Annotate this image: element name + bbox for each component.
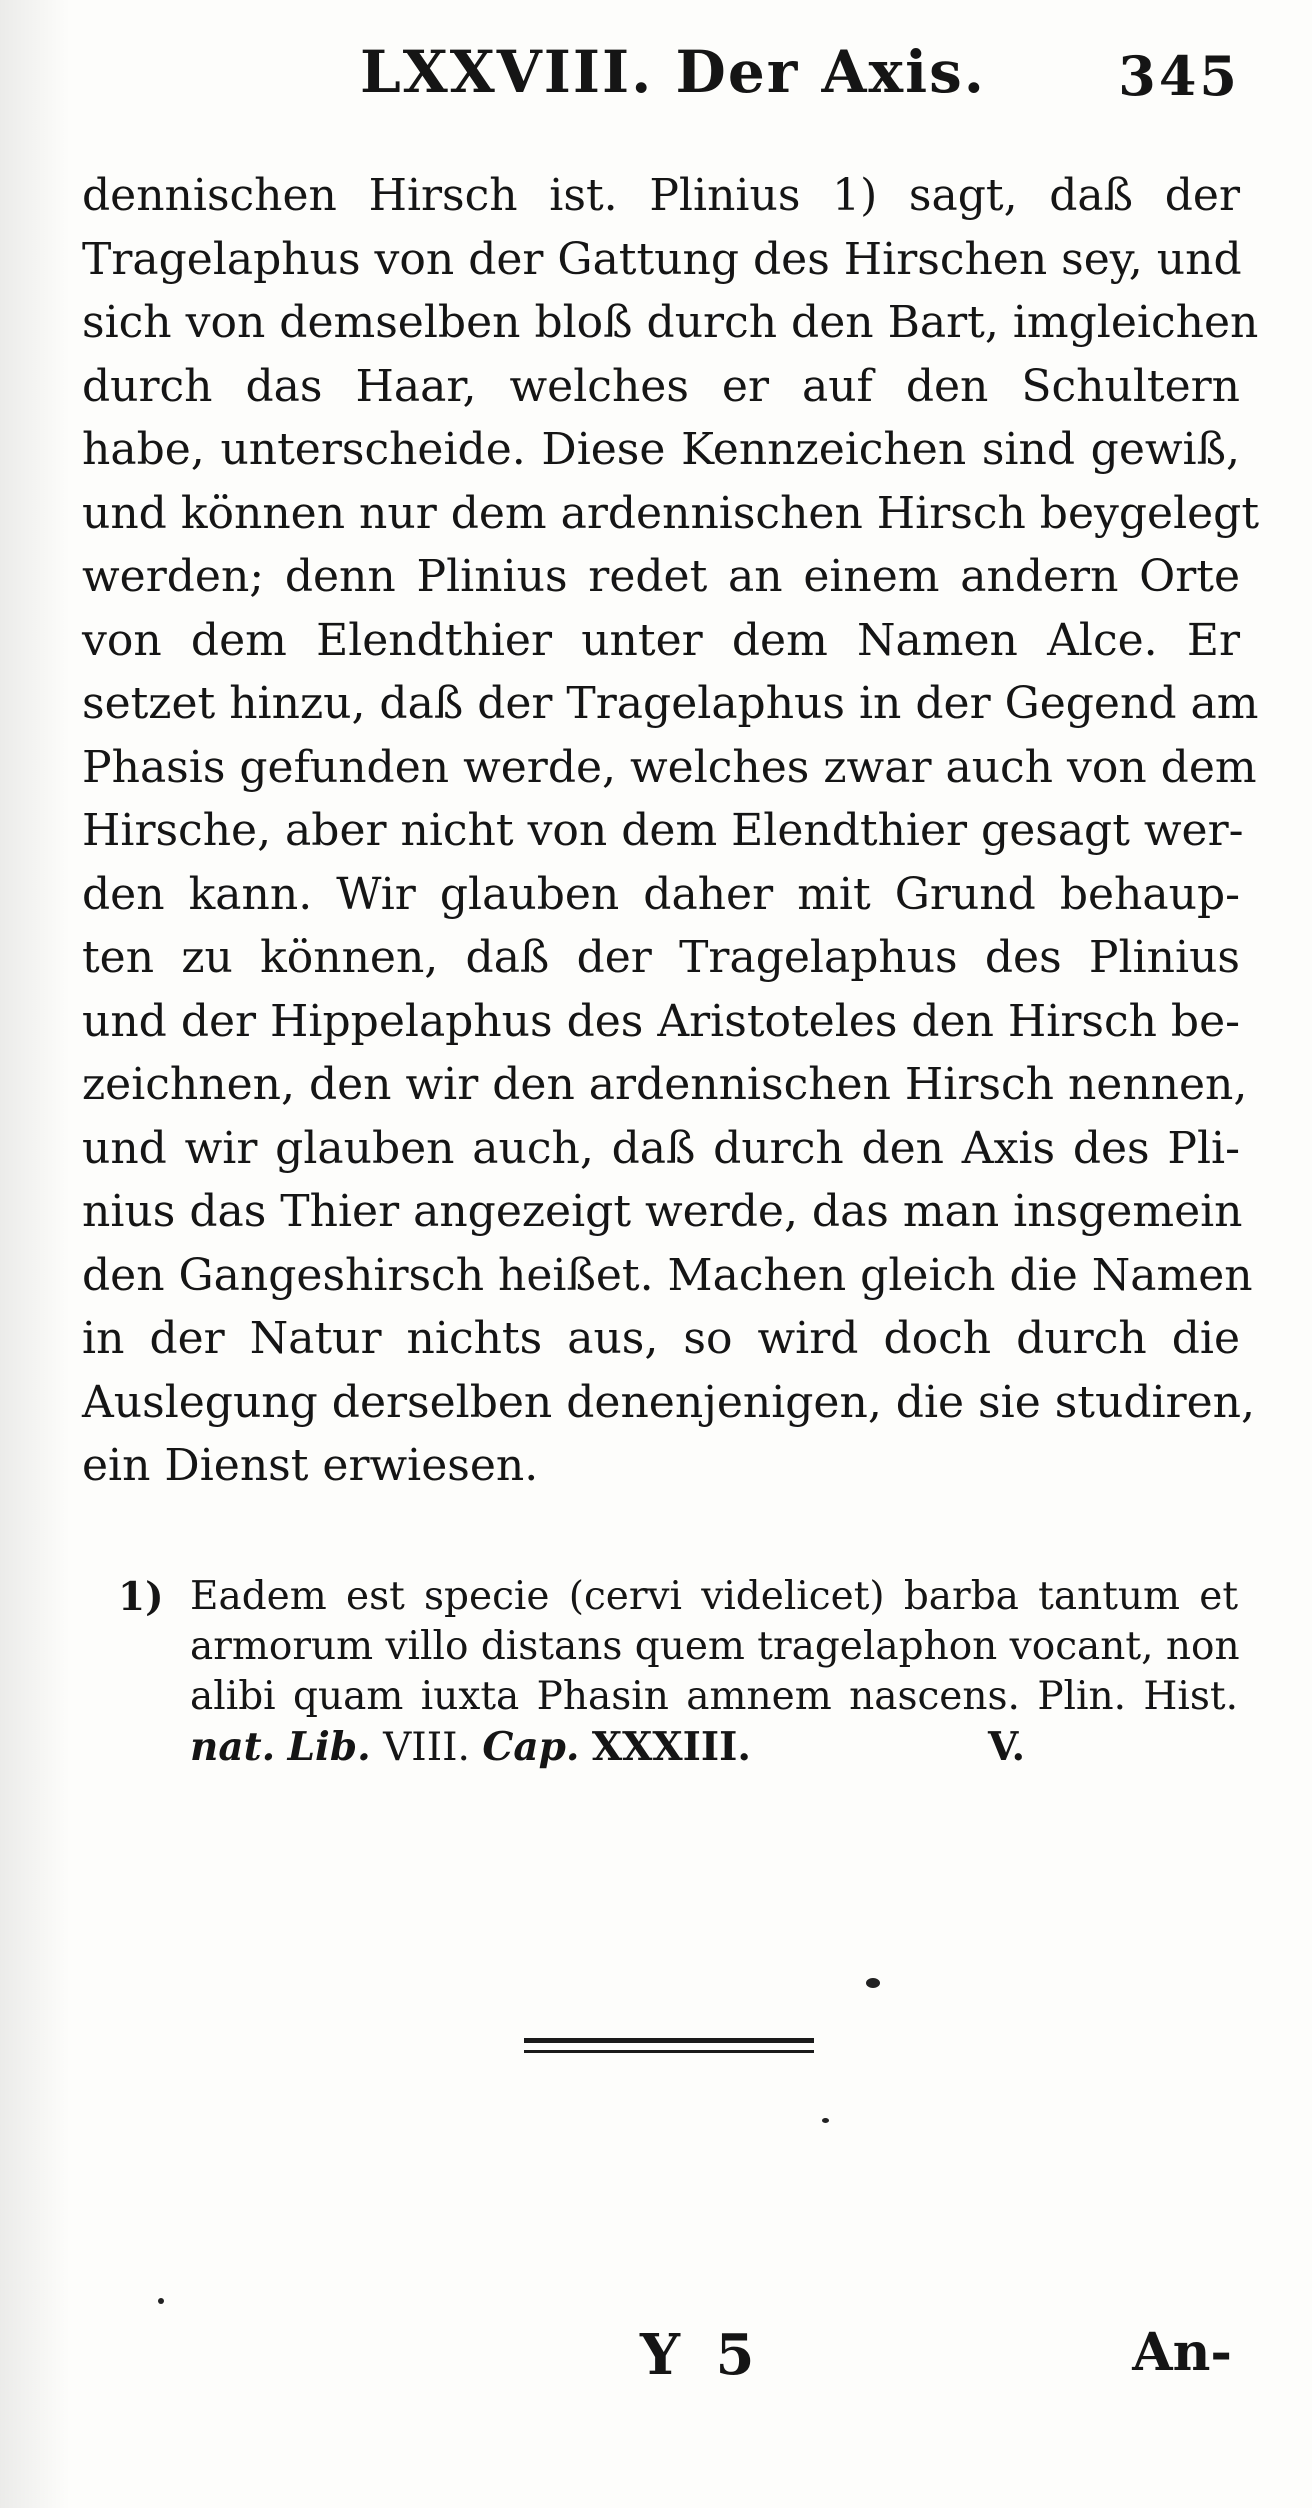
footnote-ref-lib: Lib. [287, 1724, 371, 1770]
double-rule-top [524, 2038, 814, 2043]
ink-speck [866, 1978, 880, 1988]
catchword: An- [1132, 2322, 1232, 2383]
footnote-marker: 1) [118, 1574, 164, 1620]
text-line: durch das Haar, welches er auf den Schultern [82, 360, 1240, 412]
text-line: in der Natur nichts aus, so wird doch durch die [82, 1313, 1240, 1364]
footnote-line: alibi quam iuxta Phasin amnem nascens. Plin. Hist. [190, 1674, 1238, 1719]
text-line: Phasis gefunden werde, welches zwar auch von dem [82, 741, 1257, 793]
text-line: sich von demselben bloß durch den Bart, imgleichen [82, 297, 1259, 348]
footnote-line: Eadem est specie (cervi videlicet) barba tantum et [190, 1574, 1238, 1619]
ink-speck [158, 2298, 164, 2304]
page-header [360, 28, 1240, 118]
sheet-signature: Y 5 [640, 2322, 763, 2388]
footnote-line: armorum villo distans quem tragelaphon vocant, non [190, 1624, 1240, 1669]
text-line: Tragelaphus von der Gattung des Hirschen sey, und [82, 233, 1242, 285]
footnote-ref-cap: Cap. [482, 1724, 580, 1770]
main-text [82, 164, 1260, 1498]
text-line: habe, unterscheide. Diese Kennzeichen sind gewiß, [82, 424, 1240, 475]
text-line: und wir glauben auch, daß durch den Axis des Pli- [82, 1122, 1240, 1174]
text-line: und können nur dem ardennischen Hirsch beygelegt [82, 487, 1260, 539]
text-line: den kann. Wir glauben daher mit Grund behaup- [82, 868, 1240, 920]
text-line: setzet hinzu, daß der Tragelaphus in der Gegend am [82, 678, 1259, 729]
text-line: ein Dienst erwiesen. [82, 1440, 539, 1491]
footnote-text [190, 1572, 1238, 1722]
text-line: Hirsche, aber nicht von dem Elendthier gesagt wer- [82, 805, 1244, 856]
running-head: LXXVIII. Der Axis. [360, 38, 986, 106]
text-line: von dem Elendthier unter dem Namen Alce. Er [82, 614, 1240, 666]
text-line: den Gangeshirsch heißet. Machen gleich die Namen [82, 1249, 1253, 1301]
text-line: ten zu können, daß der Tragelaphus des Plinius [82, 932, 1240, 983]
footnote-reference [190, 1722, 950, 1772]
footnote-ref-lib-num: VIII. [383, 1725, 470, 1770]
text-line: Auslegung derselben denenjenigen, die sie studiren, [82, 1376, 1255, 1428]
text-line: zeichnen, den wir den ardennischen Hirsch nennen, [82, 1059, 1248, 1110]
footnote-ref-nat: nat. [190, 1724, 276, 1770]
scan-shadow [0, 0, 70, 2508]
text-line: werden; denn Plinius redet an einem andern Orte [82, 551, 1240, 602]
footnote-signature: V. [988, 1724, 1026, 1770]
ink-speck [822, 2118, 829, 2123]
text-line: nius das Thier angezeigt werde, das man insgemein [82, 1186, 1243, 1237]
text-line: und der Hippelaphus des Aristoteles den Hirsch be- [82, 995, 1241, 1047]
page-number: 345 [1118, 44, 1240, 108]
double-rule-bottom [524, 2050, 814, 2053]
footnote-ref-cap-num: XXXIII. [591, 1724, 751, 1770]
text-line: dennischen Hirsch ist. Plinius 1) sagt, daß der [82, 170, 1240, 221]
